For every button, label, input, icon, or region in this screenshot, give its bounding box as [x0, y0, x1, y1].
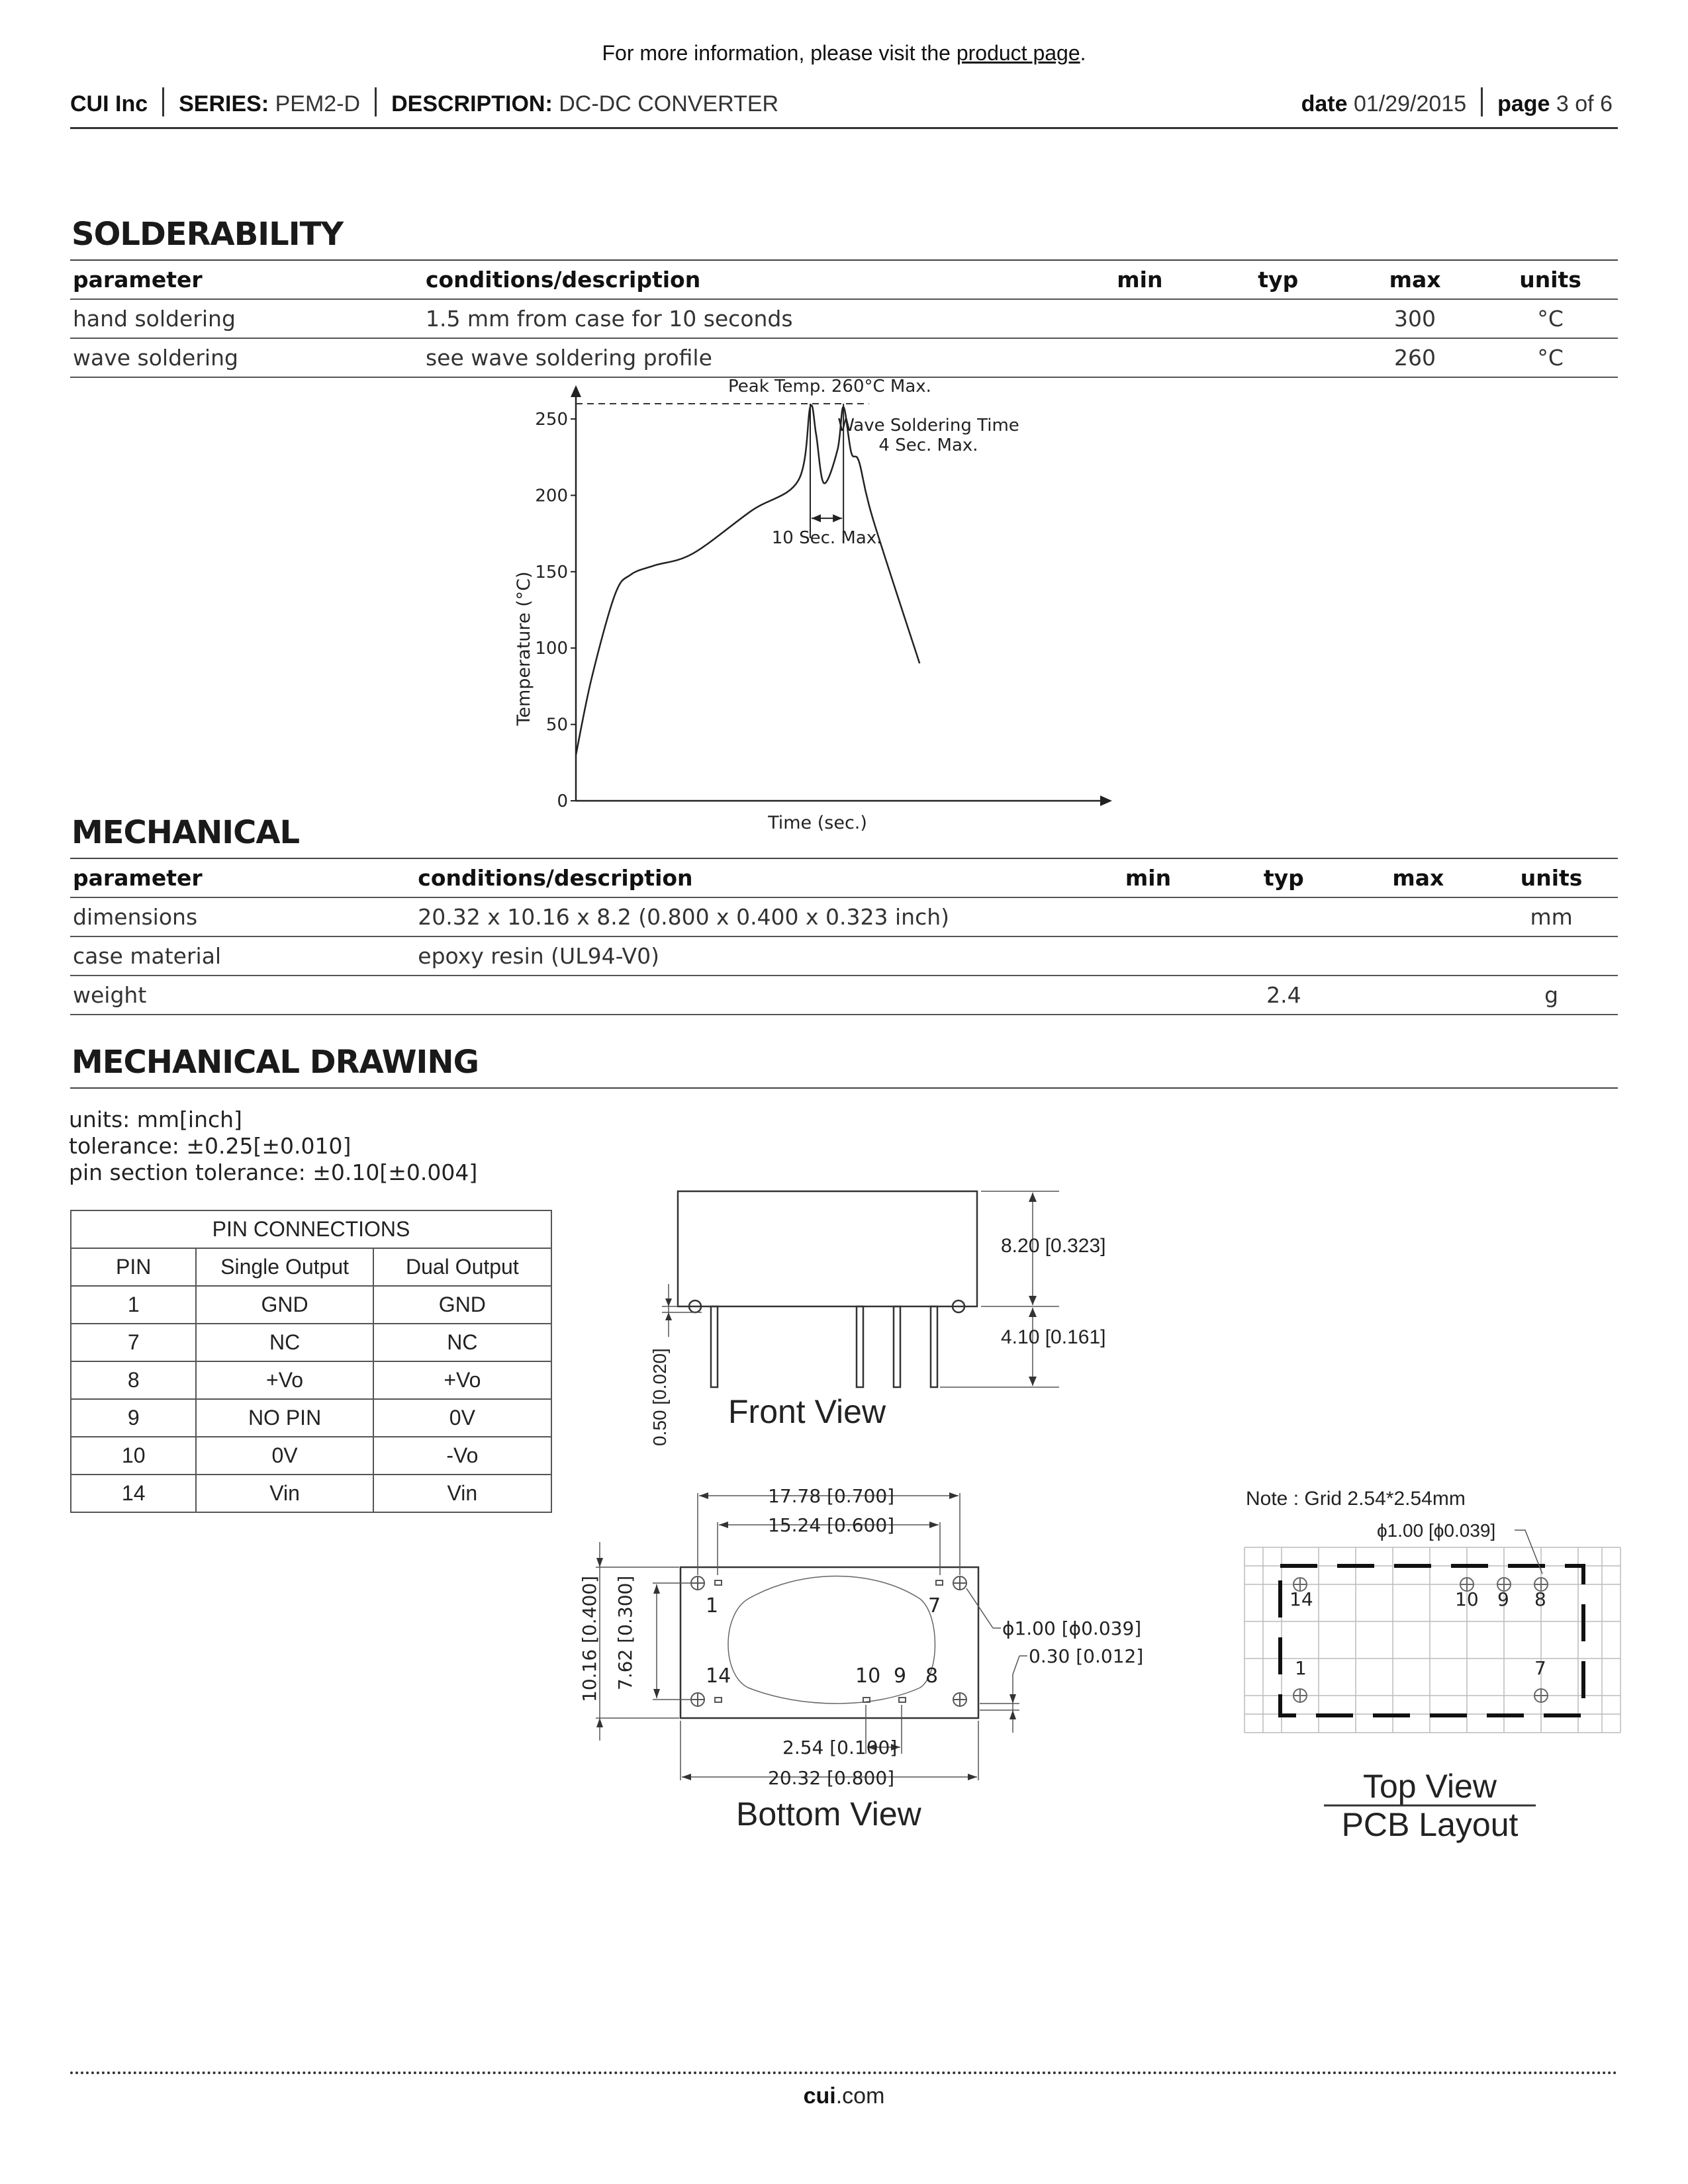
pin-table-title: PIN CONNECTIONS — [71, 1210, 551, 1248]
pcb-layout-drawing — [1231, 1476, 1628, 1846]
table-row: 1 GND GND — [71, 1286, 551, 1324]
x-axis-label: Time (sec.) — [768, 813, 867, 833]
dim-outer-pin-span: 17.78 [0.700] — [768, 1485, 895, 1507]
svg-text:14: 14 — [706, 1664, 731, 1688]
bottom-view-drawing — [579, 1476, 1152, 1846]
series-value: PEM2-D — [275, 91, 361, 116]
dim-length: 20.32 [0.800] — [768, 1767, 895, 1789]
solderability-heading: SOLDERABILITY — [71, 216, 344, 253]
y-axis-label: Temperature (°C) — [514, 571, 534, 726]
mechanical-drawing-heading: MECHANICAL DRAWING — [71, 1044, 479, 1081]
table-row: 8 +Vo +Vo — [71, 1361, 551, 1399]
dim-width: 10.16 [0.400] — [579, 1575, 600, 1702]
table-row: 10 0V -Vo — [71, 1437, 551, 1475]
pcb-grid — [1244, 1547, 1620, 1733]
table-row: hand soldering 1.5 mm from case for 10 seconds 300 °C — [70, 299, 1618, 338]
bottom-view-label: Bottom View — [736, 1796, 921, 1833]
table-row: 14 Vin Vin — [71, 1475, 551, 1512]
top-view-label: Top View — [1363, 1768, 1497, 1805]
wave-time-annotation: 4 Sec. Max. — [878, 435, 978, 456]
grid-note: Note : Grid 2.54*2.54mm — [1246, 1488, 1466, 1510]
date-value: 01/29/2015 — [1353, 91, 1467, 116]
svg-text:7: 7 — [1534, 1657, 1546, 1679]
x-axis-arrow — [1100, 796, 1112, 806]
hole-dimension: ϕ1.00 [ϕ0.039] — [1377, 1520, 1496, 1541]
svg-text:8: 8 — [925, 1664, 939, 1688]
dim-standoff: 0.50 [0.020] — [649, 1348, 670, 1446]
y-axis-arrow — [571, 385, 581, 397]
pin-connections-table: PIN CONNECTIONS PIN Single Output Dual Output 1 GND GND 7 NC NC 8 +Vo +Vo 9 NO PIN 0V 10 0V -Vo 14 Vin Vin — [70, 1210, 552, 1513]
pin — [931, 1306, 937, 1387]
svg-text:9: 9 — [894, 1664, 907, 1688]
table-row: 7 NC NC — [71, 1324, 551, 1361]
svg-text:9: 9 — [1497, 1588, 1509, 1610]
svg-text:1: 1 — [1295, 1657, 1307, 1679]
footer-site: cui.com — [803, 2083, 885, 2109]
pin — [894, 1306, 900, 1387]
drawing-notes: units: mm[inch] tolerance: ±0.25[±0.010] pin section tolerance: ±0.10[±0.004] — [69, 1107, 478, 1185]
table-row: weight 2.4 g — [70, 976, 1618, 1015]
page-number: 3 of 6 — [1556, 91, 1613, 116]
window-arrowhead — [833, 514, 842, 522]
mechanical-heading: MECHANICAL — [71, 814, 300, 851]
front-view-label: Front View — [728, 1393, 886, 1430]
product-page-link[interactable]: product page — [956, 41, 1080, 65]
svg-text:8: 8 — [1534, 1588, 1546, 1610]
product-info-note: For more information, please visit the product page. — [602, 41, 1086, 65]
module-body — [678, 1191, 977, 1306]
chart-plot — [514, 377, 1112, 833]
window-arrowhead — [812, 514, 821, 522]
pcb-layout-label: PCB Layout — [1341, 1806, 1519, 1843]
y-tick-label: 0 — [557, 792, 568, 811]
table-row: dimensions 20.32 x 10.16 x 8.2 (0.800 x 0.400 x 0.323 inch) mm — [70, 897, 1618, 936]
y-tick-label: 150 — [535, 562, 568, 582]
table-row: 9 NO PIN 0V — [71, 1399, 551, 1437]
svg-text:1: 1 — [706, 1594, 719, 1617]
dim-inner-pin-span: 15.24 [0.600] — [768, 1514, 895, 1536]
dim-row-spacing: 7.62 [0.300] — [614, 1575, 636, 1690]
table-row: case material epoxy resin (UL94-V0) — [70, 936, 1618, 976]
mechanical-table: parameter conditions/description min typ max units dimensions 20.32 x 10.16 x 8.2 (0.800 x 0.400 x 0.323 inch) mm case material epoxy resin (UL94-V0) weight 2.4 g — [70, 858, 1618, 1015]
svg-text:14: 14 — [1289, 1588, 1313, 1610]
dim-pin-diameter: ϕ1.00 [ϕ0.039] — [1002, 1617, 1142, 1639]
dim-pin-pitch: 2.54 [0.100] — [782, 1737, 898, 1758]
page-header: CUI Inc SERIES: PEM2-D DESCRIPTION: DC-DC CONVERTER date 01/29/2015 page 3 of 6 — [70, 87, 1618, 129]
svg-text:7: 7 — [928, 1594, 941, 1617]
wave-soldering-chart — [503, 377, 1178, 837]
y-tick-label: 250 — [535, 410, 568, 430]
pin — [711, 1306, 718, 1387]
dim-pin-length: 4.10 [0.161] — [1001, 1326, 1106, 1348]
window-annotation: 10 Sec. Max. — [771, 528, 882, 549]
svg-text:10: 10 — [855, 1664, 881, 1688]
y-tick-label: 50 — [545, 715, 568, 735]
description-value: DC-DC CONVERTER — [559, 91, 779, 116]
footer-divider — [70, 2071, 1618, 2074]
y-tick-label: 100 — [535, 639, 568, 659]
wave-time-annotation: Wave Soldering Time — [837, 416, 1019, 436]
front-view-drawing — [635, 1178, 1139, 1456]
series-line — [576, 405, 919, 754]
y-tick-label: 200 — [535, 486, 568, 506]
solderability-table: parameter conditions/description min typ max units hand soldering 1.5 mm from case for 10 seconds 300 °C wave soldering see wave soldering profile 260 °C — [70, 259, 1618, 378]
company-name: CUI Inc — [70, 91, 148, 116]
table-row: wave soldering see wave soldering profile 260 °C — [70, 338, 1618, 377]
heading-rule — [70, 1087, 1618, 1089]
pin — [857, 1306, 863, 1387]
peak-annotation: Peak Temp. 260°C Max. — [728, 377, 931, 396]
module-outline — [680, 1567, 978, 1718]
dim-height: 8.20 [0.323] — [1001, 1235, 1106, 1257]
dim-pin-standoff: 0.30 [0.012] — [1029, 1645, 1144, 1667]
svg-text:10: 10 — [1455, 1588, 1479, 1610]
